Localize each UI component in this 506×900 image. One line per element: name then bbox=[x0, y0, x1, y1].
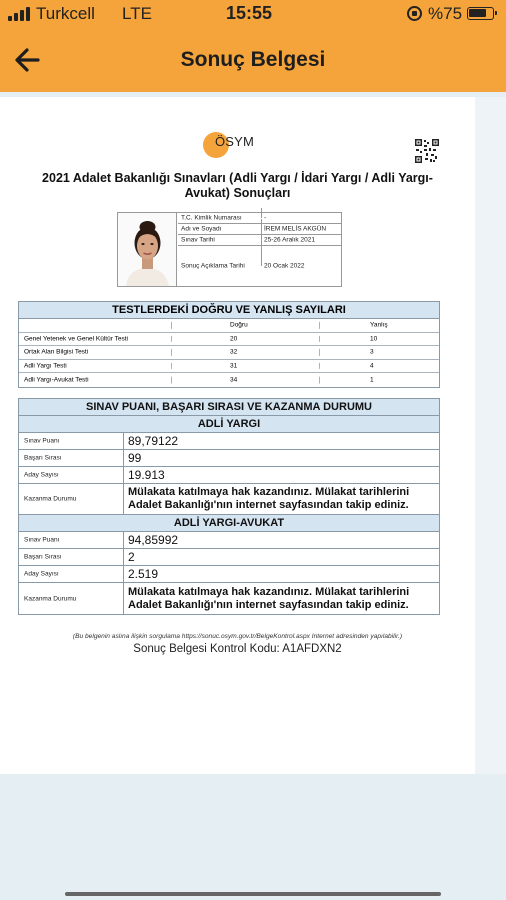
tests-table-header bbox=[19, 319, 439, 333]
control-code: Sonuç Belgesi Kontrol Kodu: A1AFDXN2 bbox=[133, 643, 342, 655]
info-value: - bbox=[264, 214, 267, 222]
result-label: Aday Sayısı bbox=[24, 471, 59, 479]
column-header-correct: Doğru bbox=[230, 321, 248, 329]
result-label: Sınav Puanı bbox=[24, 437, 60, 445]
info-value: 25-26 Aralık 2021 bbox=[264, 236, 315, 244]
result-document[interactable] bbox=[0, 97, 475, 774]
info-label: Sonuç Açıklama Tarihi bbox=[181, 262, 245, 270]
test-name: Adli Yargı-Avukat Testi bbox=[24, 376, 89, 384]
result-value: 19.913 bbox=[128, 468, 165, 482]
status-bar bbox=[0, 0, 506, 28]
rotation-lock-icon bbox=[407, 6, 422, 21]
battery-percentage: %75 bbox=[428, 4, 463, 23]
result-label: Başarı Sırası bbox=[24, 553, 62, 561]
section-title-adli-yargi: ADLİ YARGI bbox=[19, 416, 439, 433]
info-value: İREM MELİS AKGÜN bbox=[264, 225, 327, 233]
result-label: Başarı Sırası bbox=[24, 454, 62, 462]
section-title-adli-yargi-avukat: ADLİ YARGI-AVUKAT bbox=[19, 515, 439, 532]
table-row bbox=[19, 333, 439, 347]
tests-table-title: TESTLERDEKİ DOĞRU VE YANLIŞ SAYILARI bbox=[19, 302, 439, 319]
table-row bbox=[19, 373, 439, 387]
result-value: 94,85992 bbox=[128, 533, 179, 547]
result-value: 2.519 bbox=[128, 567, 159, 581]
table-row bbox=[19, 360, 439, 374]
result-row bbox=[19, 566, 439, 583]
osym-logo-text: ÖSYM bbox=[215, 134, 255, 149]
wrong-count: 1 bbox=[370, 376, 374, 384]
signal-icon bbox=[8, 7, 30, 21]
result-row bbox=[19, 484, 439, 515]
result-value: 99 bbox=[128, 451, 142, 465]
info-row bbox=[178, 224, 342, 235]
verification-footnote: (Bu belgenin aslına ilişkin sorgulama https://sonuc.osym.gov.tr/BelgeKontrol.aspx Internet adresinden yapılabilir.) bbox=[72, 633, 403, 640]
page-title: Sonuç Belgesi bbox=[180, 48, 326, 71]
result-value: 89,79122 bbox=[128, 434, 179, 448]
carrier-name: Turkcell bbox=[36, 4, 95, 23]
info-value: 20 Ocak 2022 bbox=[264, 262, 305, 270]
result-label: Kazanma Durumu bbox=[24, 495, 77, 503]
result-row bbox=[19, 450, 439, 467]
result-status: Mülakata katılmaya hak kazandınız. Mülakat tarihlerini Adalet Bakanlığı'nın internet sayfasından takip ediniz. bbox=[128, 585, 410, 611]
wrong-count: 4 bbox=[370, 362, 374, 370]
test-name: Ortak Alan Bilgisi Testi bbox=[24, 348, 89, 356]
correct-count: 34 bbox=[230, 376, 238, 384]
app-bar bbox=[0, 28, 506, 92]
results-table bbox=[18, 398, 440, 615]
result-status: Mülakata katılmaya hak kazandınız. Mülakat tarihlerini Adalet Bakanlığı'nın internet sayfasından takip ediniz. bbox=[128, 486, 410, 511]
wrong-count: 10 bbox=[370, 335, 378, 343]
result-row bbox=[19, 532, 439, 549]
page-margin bbox=[475, 97, 506, 774]
info-row bbox=[178, 235, 342, 246]
test-name: Genel Yetenek ve Genel Kültür Testi bbox=[24, 335, 128, 343]
correct-count: 32 bbox=[230, 348, 238, 356]
candidate-portrait bbox=[118, 213, 177, 286]
correct-count: 31 bbox=[230, 362, 238, 370]
column-header-wrong: Yanlış bbox=[370, 321, 388, 329]
test-name: Adli Yargı Testi bbox=[24, 362, 67, 370]
result-row bbox=[19, 467, 439, 484]
results-table-title: SINAV PUANI, BAŞARI SIRASI VE KAZANMA DURUMU bbox=[19, 399, 439, 416]
candidate-photo bbox=[118, 213, 177, 286]
network-type: LTE bbox=[122, 4, 152, 23]
result-label: Sınav Puanı bbox=[24, 536, 60, 544]
info-label: T.C. Kimlik Numarası bbox=[181, 214, 242, 222]
result-value: 2 bbox=[128, 550, 135, 564]
result-row bbox=[19, 433, 439, 450]
result-row bbox=[19, 583, 439, 614]
correct-count: 20 bbox=[230, 335, 238, 343]
result-label: Aday Sayısı bbox=[24, 570, 59, 578]
result-label: Kazanma Durumu bbox=[24, 595, 77, 602]
document-title: 2021 Adalet Bakanlığı Sınavları (Adli Yargı / İdari Yargı / Adli Yargı-Avukat) Sonuçları bbox=[42, 171, 433, 200]
result-row bbox=[19, 549, 439, 566]
table-row bbox=[19, 346, 439, 360]
wrong-count: 3 bbox=[370, 348, 374, 356]
horizontal-scrollbar[interactable] bbox=[65, 892, 441, 896]
info-row bbox=[178, 246, 342, 286]
candidate-info bbox=[117, 212, 342, 287]
info-row bbox=[178, 213, 342, 224]
qr-code-icon bbox=[415, 139, 439, 163]
clock: 15:55 bbox=[226, 3, 273, 23]
battery-icon bbox=[467, 7, 494, 20]
candidate-details bbox=[178, 213, 342, 286]
info-label: Adı ve Soyadı bbox=[181, 225, 222, 233]
info-label: Sınav Tarihi bbox=[181, 236, 215, 244]
tests-table bbox=[18, 301, 440, 388]
battery-fill bbox=[469, 9, 486, 17]
